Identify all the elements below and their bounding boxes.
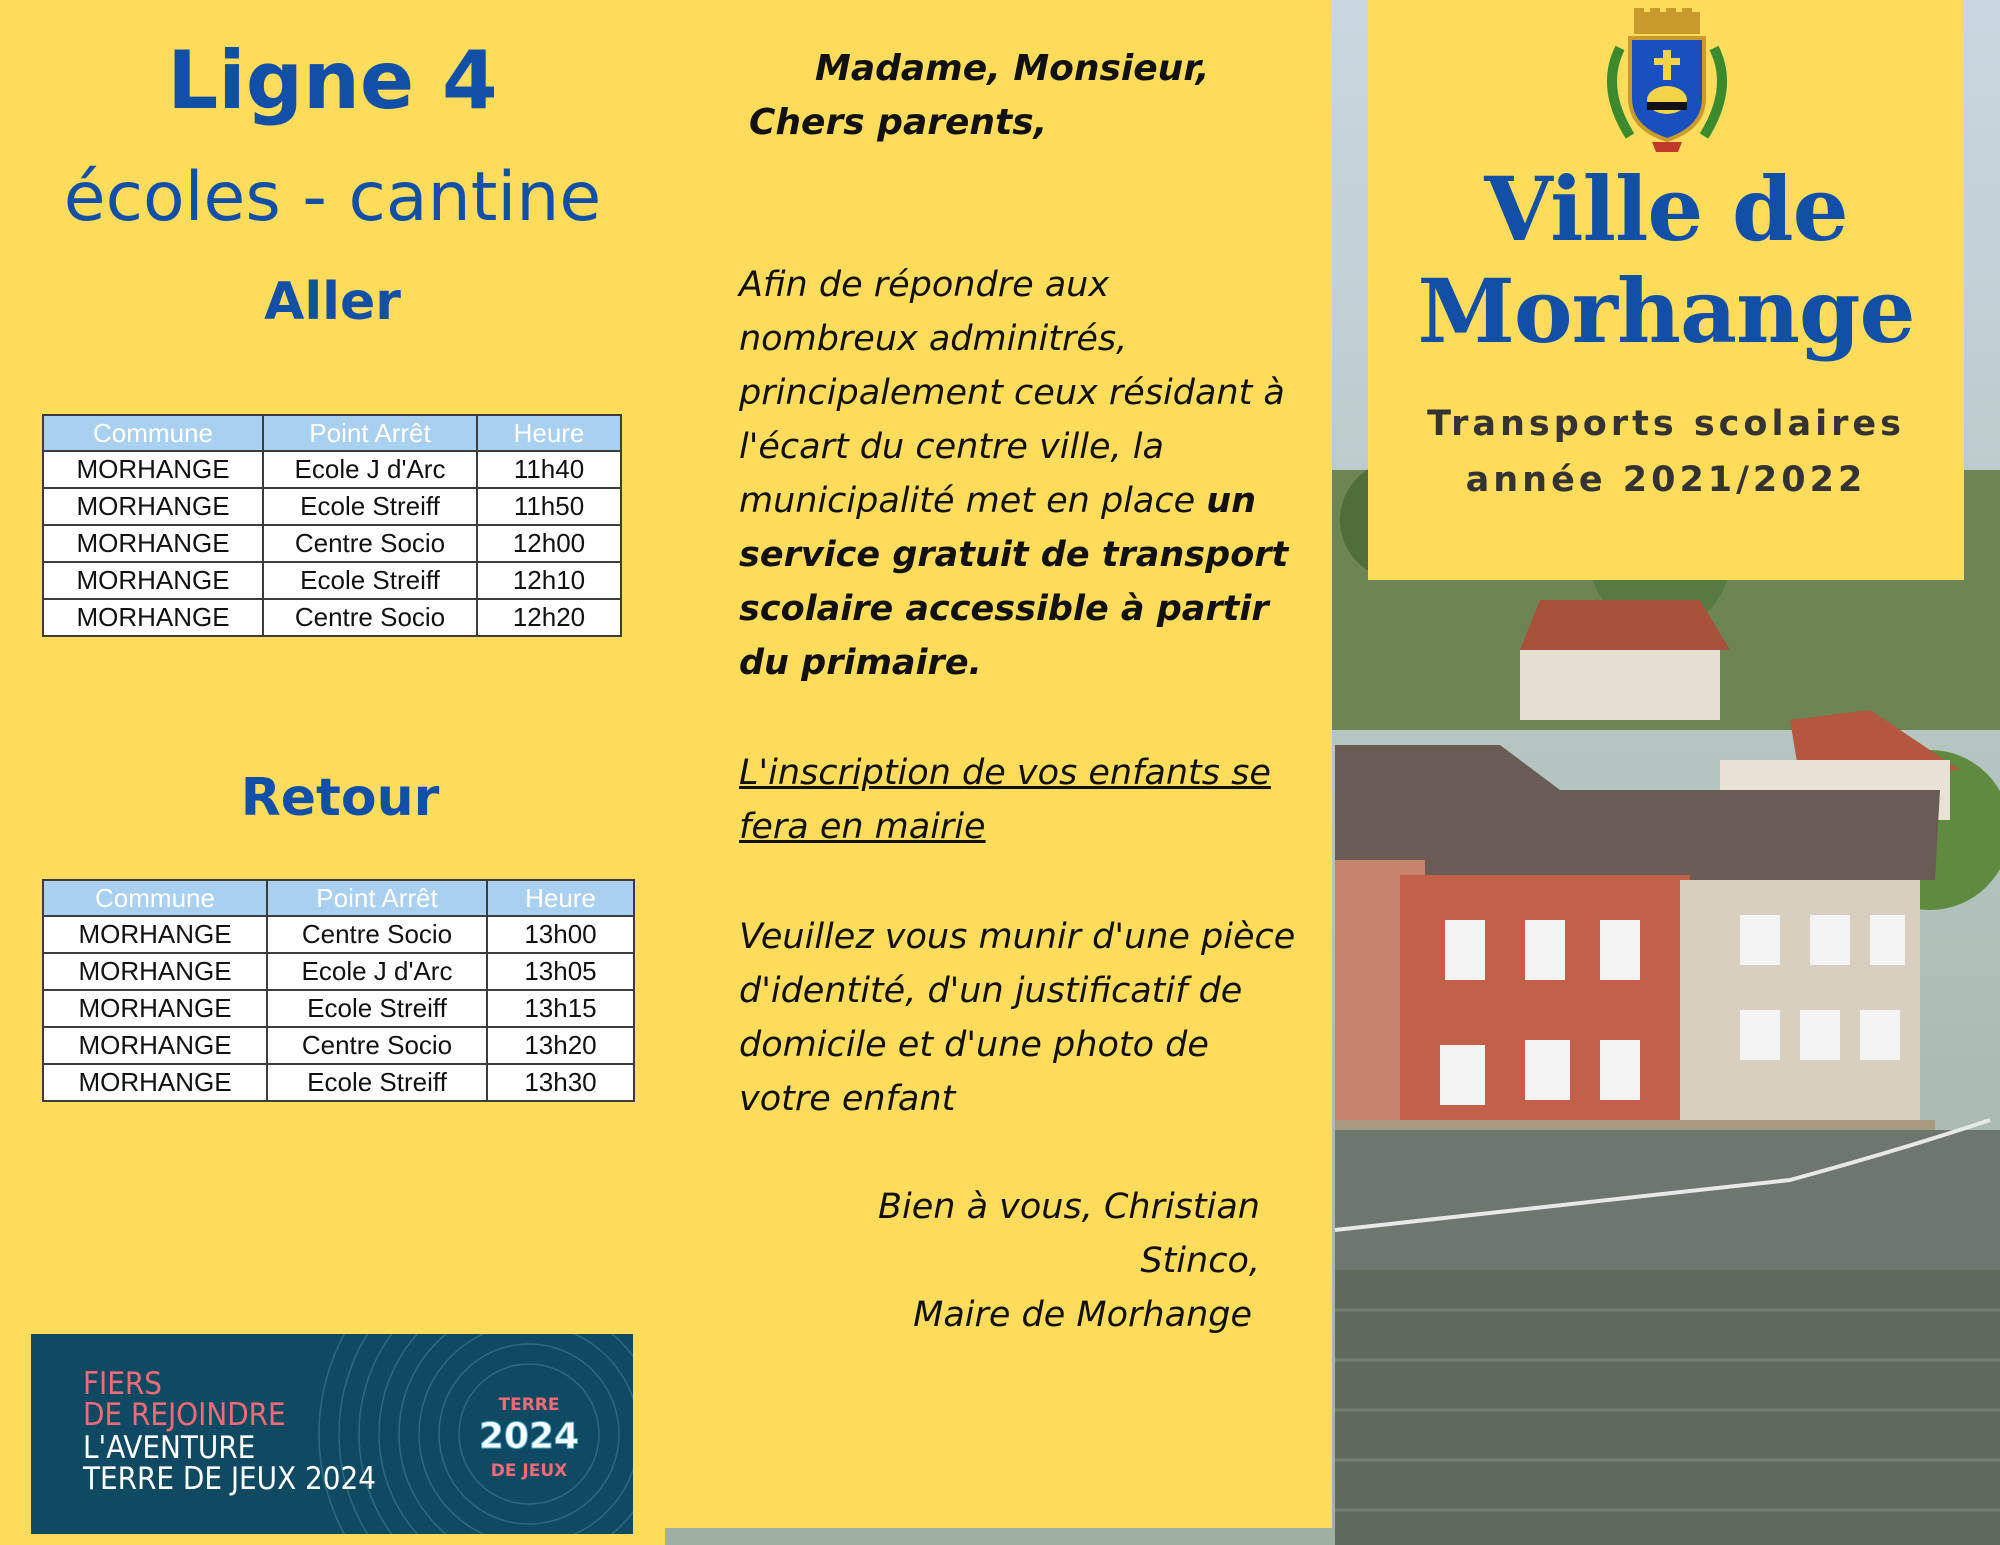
intro-bold-line: scolaire accessible à partir: [739, 589, 1269, 629]
logo-text-top: TERRE: [498, 1395, 560, 1415]
city-name: [1368, 158, 1964, 362]
cell-commune: MORHANGE: [43, 451, 263, 488]
cell-stop: Centre Socio: [263, 525, 477, 562]
terre-de-jeux-banner: [31, 1334, 633, 1534]
table-row: [43, 599, 621, 636]
cell-time: 13h15: [487, 990, 634, 1027]
header-point-arret: Point Arrêt: [263, 415, 477, 451]
table-row: [43, 953, 634, 990]
cell-commune: MORHANGE: [43, 599, 263, 636]
cell-commune: MORHANGE: [43, 953, 267, 990]
documents-line: Veuillez vous munir d'une pièce: [739, 917, 1296, 957]
signature: [782, 1180, 1260, 1342]
signature-line-1: Bien à vous, Christian Stinco,: [878, 1187, 1260, 1281]
aller-heading: Aller: [264, 272, 401, 332]
retour-heading: Retour: [240, 768, 440, 828]
cell-stop: Ecole Streiff: [263, 562, 477, 599]
paris-2024-logo-icon: [469, 1376, 589, 1496]
transports-line-2: année 2021/2022: [1465, 460, 1867, 500]
header-heure: Heure: [477, 415, 621, 451]
cell-time: 11h50: [477, 488, 621, 525]
intro-line: nombreux adminitrés,: [739, 319, 1128, 359]
line-title: Ligne 4: [167, 34, 498, 127]
intro-bold-line: service gratuit de transport: [739, 535, 1289, 575]
banner-white-text: [83, 1430, 377, 1497]
cell-commune: MORHANGE: [43, 562, 263, 599]
cell-commune: MORHANGE: [43, 916, 267, 953]
header-heure: Heure: [487, 880, 634, 916]
intro-paragraph: [739, 258, 1288, 690]
registration-line: fera en mairie: [739, 807, 986, 847]
header-point-arret: Point Arrêt: [267, 880, 487, 916]
aller-timetable: [42, 414, 622, 637]
cell-commune: MORHANGE: [43, 488, 263, 525]
banner-line-1: FIERS: [83, 1366, 162, 1402]
cell-stop: Centre Socio: [267, 916, 487, 953]
table-row: [43, 1027, 634, 1064]
transports-line-1: Transports scolaires: [1427, 404, 1905, 444]
registration-line: L'inscription de vos enfants se: [739, 753, 1271, 793]
cell-commune: MORHANGE: [43, 1064, 267, 1101]
banner-line-2: DE REJOINDRE: [83, 1397, 286, 1433]
cell-commune: MORHANGE: [43, 525, 263, 562]
cell-time: 12h00: [477, 525, 621, 562]
city-name-line-2: Morhange: [1417, 259, 1915, 363]
registration-paragraph: [739, 746, 1271, 854]
signature-line-2: Maire de Morhange: [913, 1295, 1252, 1335]
logo-text-bottom: DE JEUX: [490, 1461, 568, 1481]
table-row: [43, 488, 621, 525]
cell-stop: Ecole Streiff: [263, 488, 477, 525]
greeting-line-2: Chers parents,: [749, 102, 1048, 143]
header-commune: Commune: [43, 415, 263, 451]
cell-stop: Ecole Streiff: [267, 990, 487, 1027]
intro-line: l'écart du centre ville, la: [739, 427, 1164, 467]
cell-commune: MORHANGE: [43, 1027, 267, 1064]
line-subtitle: écoles - cantine: [63, 158, 602, 237]
intro-line: [739, 474, 1288, 528]
banner-line-3: L'AVENTURE: [83, 1430, 256, 1466]
header-commune: Commune: [43, 880, 267, 916]
documents-line: d'identité, d'un justificatif de: [739, 971, 1243, 1011]
cell-stop: Centre Socio: [267, 1027, 487, 1064]
greeting-line-1: Madame, Monsieur,: [815, 48, 1210, 89]
cell-stop: Centre Socio: [263, 599, 477, 636]
table-row: [43, 451, 621, 488]
intro-bold-line: du primaire.: [739, 643, 982, 683]
intro-line-text: municipalité met en place: [739, 481, 1207, 521]
city-name-line-1: Ville de: [1484, 157, 1848, 261]
cell-commune: MORHANGE: [43, 990, 267, 1027]
intro-line: Afin de répondre aux: [739, 265, 1110, 305]
cell-time: 13h20: [487, 1027, 634, 1064]
table-row: [43, 990, 634, 1027]
intro-line-bold: un: [1206, 481, 1257, 521]
table-row: [43, 1064, 634, 1101]
table-row: [43, 525, 621, 562]
transports-subtitle: [1368, 396, 1964, 508]
cell-stop: Ecole J d'Arc: [263, 451, 477, 488]
cell-time: 12h10: [477, 562, 621, 599]
cell-stop: Ecole J d'Arc: [267, 953, 487, 990]
cell-time: 11h40: [477, 451, 621, 488]
cell-time: 13h00: [487, 916, 634, 953]
cell-time: 13h05: [487, 953, 634, 990]
documents-line: domicile et d'une photo de: [739, 1025, 1209, 1065]
intro-line: principalement ceux résidant à: [739, 373, 1285, 413]
city-coat-of-arms-icon: [1592, 8, 1742, 160]
logo-text-2024: 2024: [478, 1416, 580, 1457]
cell-time: 13h30: [487, 1064, 634, 1101]
documents-line: votre enfant: [739, 1079, 956, 1119]
cell-time: 12h20: [477, 599, 621, 636]
banner-line-4: TERRE DE JEUX 2024: [83, 1461, 377, 1497]
documents-paragraph: [739, 910, 1295, 1126]
cell-stop: Ecole Streiff: [267, 1064, 487, 1101]
banner-pink-text: [83, 1366, 286, 1433]
table-row: [43, 916, 634, 953]
table-row: [43, 562, 621, 599]
retour-timetable: [42, 879, 635, 1102]
